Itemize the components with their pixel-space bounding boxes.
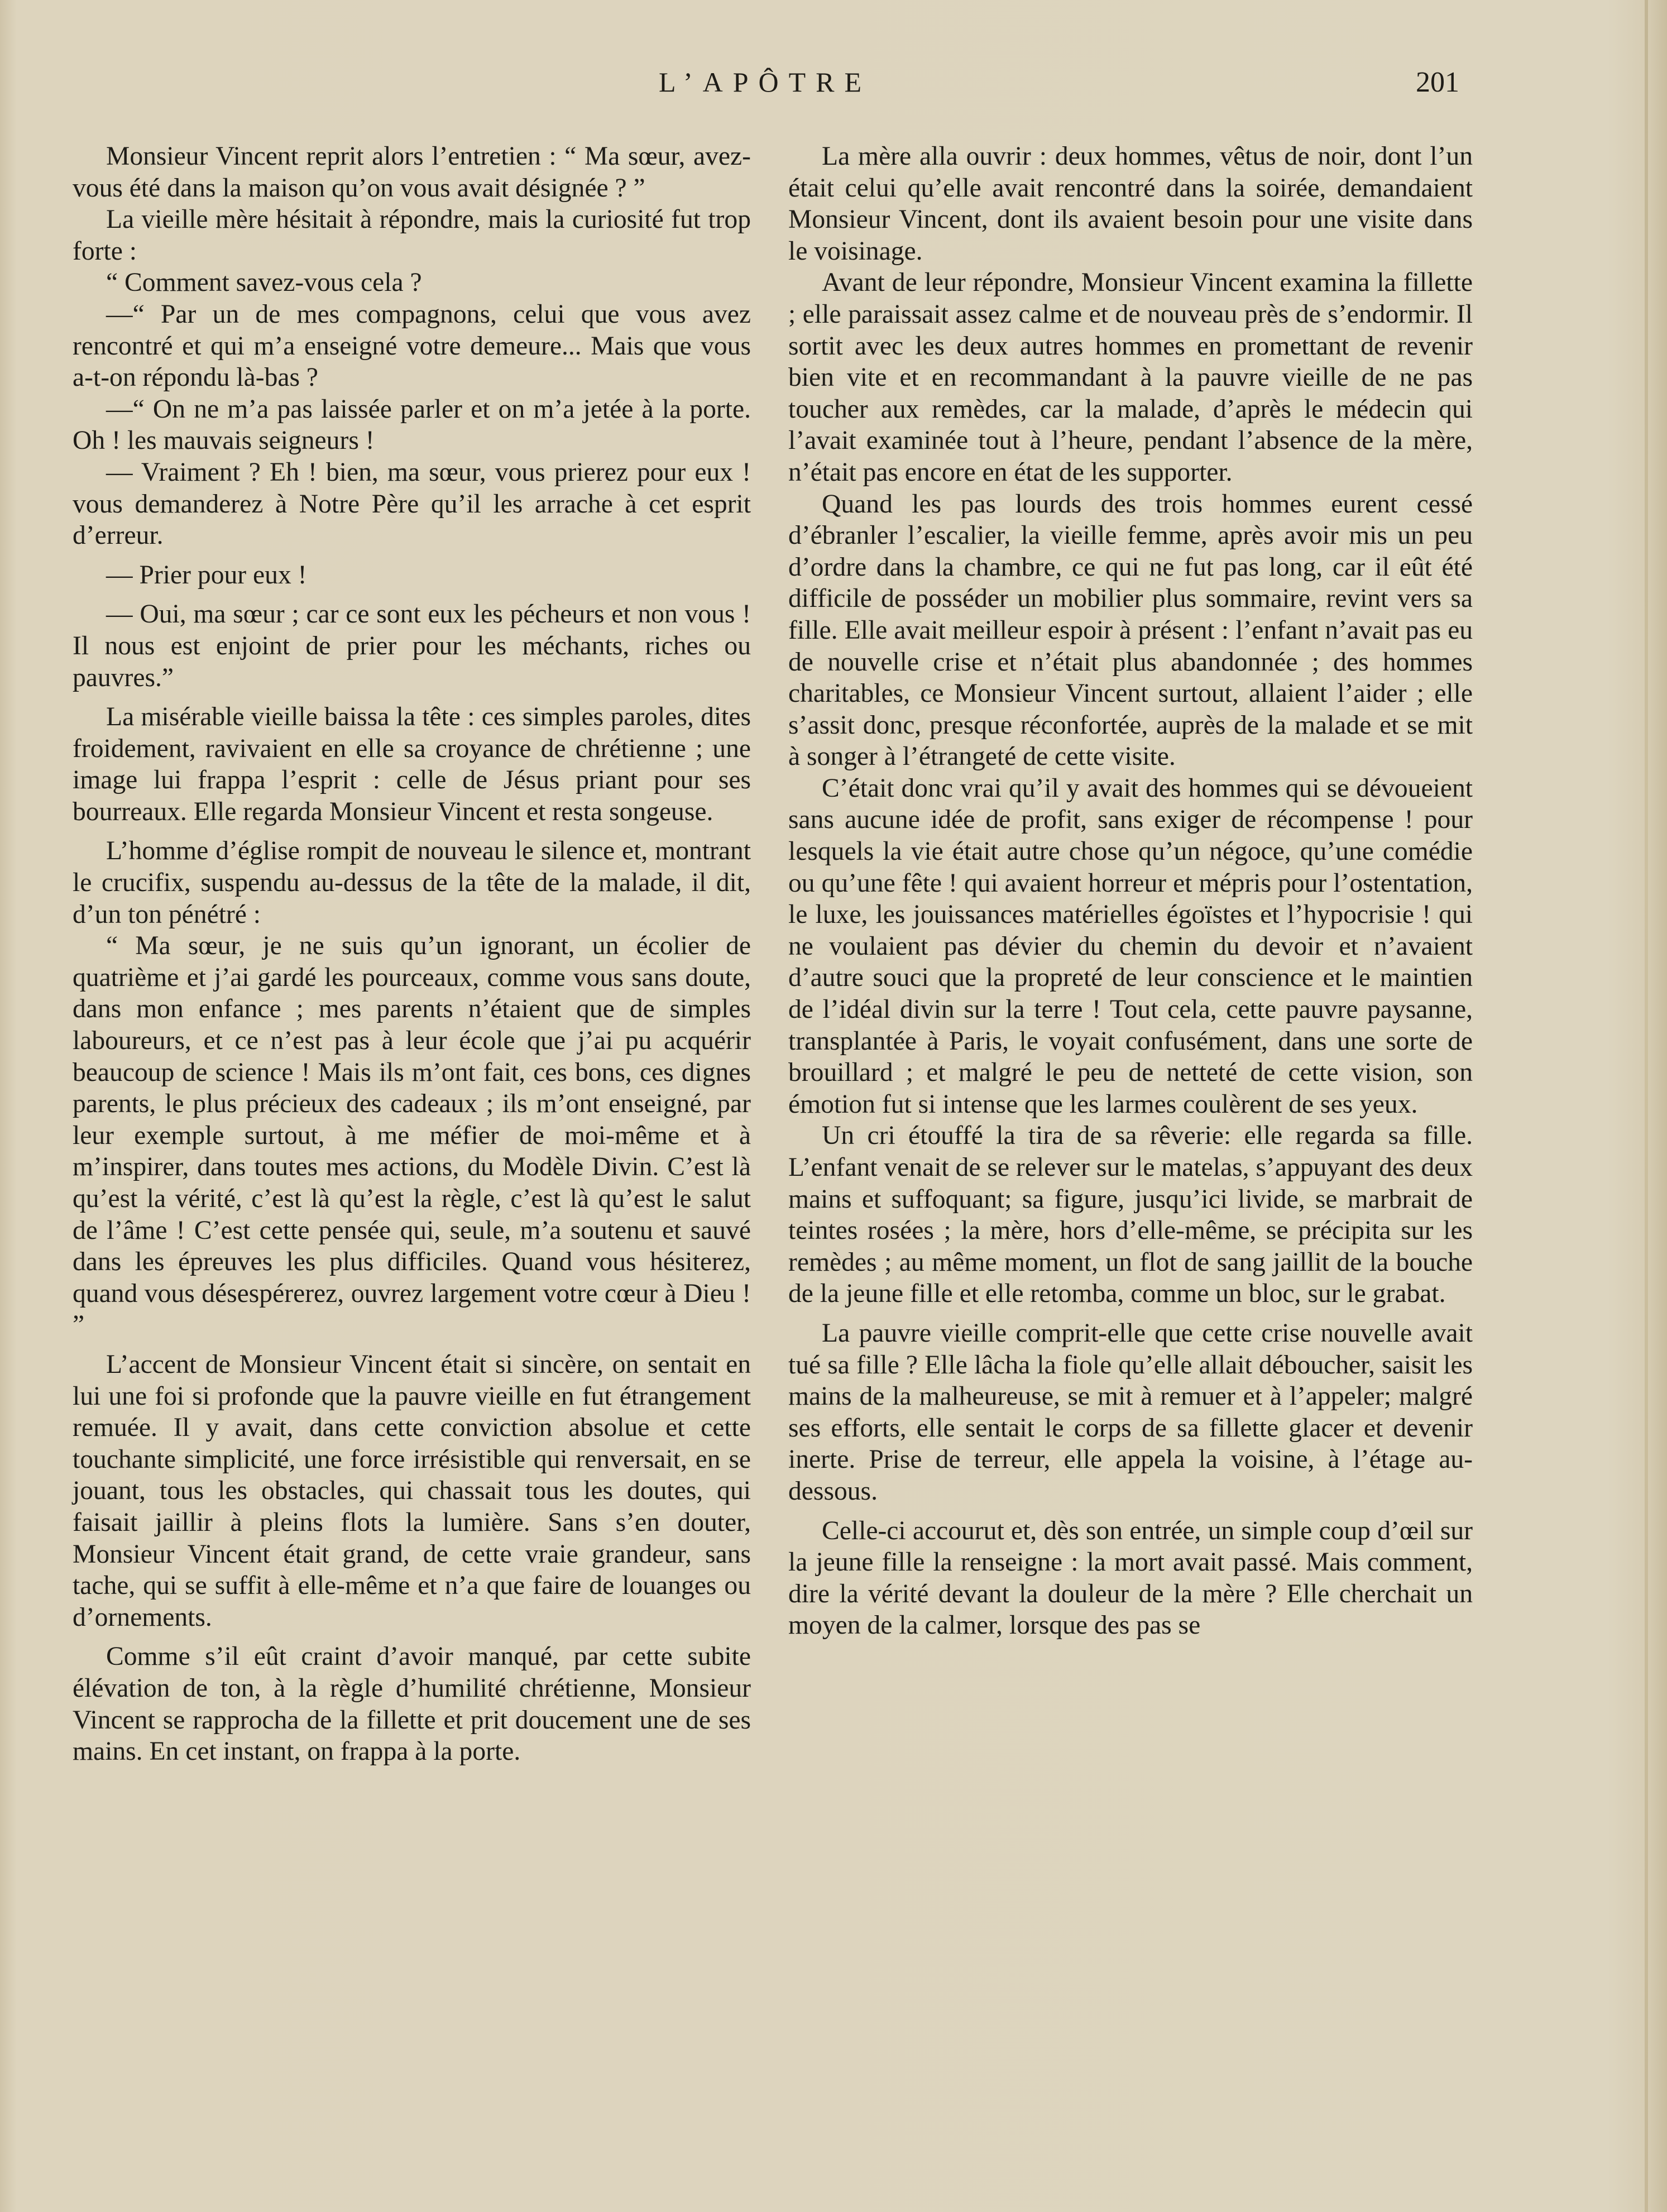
paragraph: —“ On ne m’a pas laissée parler et on m’a jetée à la porte. Oh ! les mauvais seigneurs ! bbox=[73, 394, 751, 456]
paragraph: — Prier pour eux ! bbox=[106, 560, 307, 590]
paragraph: La vieille mère hésitait à répondre, mais la curiosité fut trop forte : bbox=[73, 205, 751, 266]
paragraph: L’accent de Monsieur Vincent était si sincère, on sentait en lui une foi si profonde que la pauvre vieille en fut étrangement remuée. Il y avait, dans cette conviction absolue et cette touchante simplicité, une force irrésistible qui renversait, en se jouant, tous les obstacles, qui chassait tous les doutes, qui faisait jaillir à pleins flots la lumière. Sans s’en douter, Monsieur Vincent était grand, de cette vraie grandeur, sans tache, qui se suffit à elle-même et n’a que faire de louanges ou d’ornements. bbox=[73, 1349, 751, 1632]
right-column bbox=[788, 141, 1473, 1641]
paragraph: La pauvre vieille comprit-elle que cette crise nouvelle avait tué sa fille ? Elle lâcha la fiole qu’elle allait déboucher, saisit les mains de la malheureuse, se mit à remuer et à l’appeler; malgré ses efforts, elle sentait le corps de sa fillette glacer et devenir inerte. Prise de terreur, elle appela la voisine, à l’étage au-dessous. bbox=[788, 1318, 1473, 1506]
paragraph: C’était donc vrai qu’il y avait des hommes qui se dévoueient sans aucune idée de profit, sans exiger de récompense ! pour lesquels la vie était autre chose qu’un négoce, qu’une comédie ou qu’une fête ! qui avaient horreur et mépris pour l’ostentation, le luxe, les jouissances matérielles égoïstes et l’hypocrisie ! qui ne voulaient pas dévier du chemin du devoir et n’avaient d’autre souci que la propreté de leur conscience et le maintien de l’idéal divin sur la terre ! Tout cela, cette pauvre paysanne, transplantée à Paris, le voyait confusément, dans une sorte de brouillard ; et malgré le peu de netteté de cette vision, son émotion fut si intense que les larmes coulèrent de ses yeux. bbox=[788, 773, 1473, 1119]
paragraph: — Vraiment ? Eh ! bien, ma sœur, vous prierez pour eux ! vous demanderez à Notre Père qu’il les arrache à cet esprit d’erreur. bbox=[73, 457, 751, 550]
paragraph: “ Comment savez-vous cela ? bbox=[106, 268, 422, 298]
page-number: 201 bbox=[1416, 66, 1459, 98]
paragraph: L’homme d’église rompit de nouveau le silence et, montrant le crucifix, suspendu au-dessus de la tête de la malade, il dit, d’un ton pénétré : bbox=[73, 836, 751, 929]
paragraph: Comme s’il eût craint d’avoir manqué, par cette subite élévation de ton, à la règle d’humilité chrétienne, Monsieur Vincent se rapprocha de la fillette et prit doucement une de ses mains. En cet instant, on frappa à la porte. bbox=[73, 1642, 751, 1766]
paragraph: La mère alla ouvrir : deux hommes, vêtus de noir, dont l’un était celui qu’elle avait rencontré dans la soirée, demandaient Monsieur Vincent, dont ils avaient besoin pour une visite dans le voisinage. bbox=[788, 142, 1473, 266]
paragraph: Celle-ci accourut et, dès son entrée, un simple coup d’œil sur la jeune fille la renseigne : la mort avait passé. Mais comment, dire la vérité devant la douleur de la mère ? Elle cherchait un moyen de la calmer, lorsque des pas se bbox=[788, 1516, 1473, 1640]
page-edge bbox=[1645, 0, 1648, 2212]
paragraph: Un cri étouffé la tira de sa rêverie: elle regarda sa fille. L’enfant venait de se relever sur le matelas, s’appuyant des deux mains et suffoquant; sa figure, jusqu’ici livide, se marbrait de teintes rosées ; la mère, hors d’elle-même, se précipita sur les remèdes ; au même moment, un flot de sang jaillit de la bouche de la jeune fille et elle retomba, comme un bloc, sur le grabat. bbox=[788, 1121, 1473, 1309]
paragraph: Quand les pas lourds des trois hommes eurent cessé d’ébranler l’escalier, la vieille femme, après avoir mis un peu d’ordre dans la chambre, ce qui ne fut pas long, car il eût été difficile de posséder un mobilier plus sommaire, revint vers sa fille. Elle avait meilleur espoir à présent : l’enfant n’avait pas eu de nouvelle crise et n’était plus abandonnée ; des hommes charitables, ce Monsieur Vincent surtout, allaient l’aider ; elle s’assit donc, presque réconfortée, auprès de la malade et se mit à songer à l’étrangeté de cette visite. bbox=[788, 489, 1473, 772]
paragraph: Monsieur Vincent reprit alors l’entretien : “ Ma sœur, avez-vous été dans la maison qu’on vous avait désignée ? ” bbox=[73, 142, 751, 203]
paragraph: Avant de leur répondre, Monsieur Vincent examina la fillette ; elle paraissait assez calme et de nouveau près de s’endormir. Il sortit avec les deux autres hommes en promettant de revenir bien vite et en recommandant à la pauvre vieille de ne pas toucher aux remèdes, car la malade, d’après le médecin qui l’avait examinée tout à l’heure, pendant l’absence de la mère, n’était pas encore en état de les supporter. bbox=[788, 268, 1473, 487]
page-header bbox=[0, 60, 1667, 105]
left-column bbox=[73, 141, 751, 1768]
running-title: L’APÔTRE bbox=[659, 66, 872, 98]
paragraph: La misérable vieille baissa la tête : ces simples paroles, dites froidement, ravivaient en elle sa croyance de chrétienne ; une image lui frappa l’esprit : celle de Jésus priant pour ses bourreaux. Elle regarda Monsieur Vincent et resta songeuse. bbox=[73, 702, 751, 826]
paragraph: —“ Par un de mes compagnons, celui que vous avez rencontré et qui m’a enseigné votre demeure... Mais que vous a-t-on répondu là-bas ? bbox=[73, 299, 751, 392]
paragraph: — Oui, ma sœur ; car ce sont eux les pécheurs et non vous ! Il nous est enjoint de prier pour les méchants, riches ou pauvres.” bbox=[73, 600, 751, 692]
paragraph: “ Ma sœur, je ne suis qu’un ignorant, un écolier de quatrième et j’ai gardé les pourceaux, comme vous sans doute, dans mon enfance ; mes parents n’étaient que de simples laboureurs, et ce n’est pas à leur école que j’ai pu acquérir beaucoup de science ! Mais ils m’ont fait, ces bons, ces dignes parents, le plus précieux des cadeaux ; ils m’ont enseigné, par leur exemple surtout, à me méfier de moi-même et à m’inspirer, dans toutes mes actions, du Modèle Divin. C’est là qu’est la vérité, c’est là qu’est la règle, c’est là qu’est le salut de l’âme ! C’est cette pensée qui, seule, m’a soutenu et sauvé dans les épreuves les plus difficiles. Quand vous hésiterez, quand vous désespérerez, ouvrez largement votre cœur à Dieu ! ” bbox=[73, 931, 751, 1340]
